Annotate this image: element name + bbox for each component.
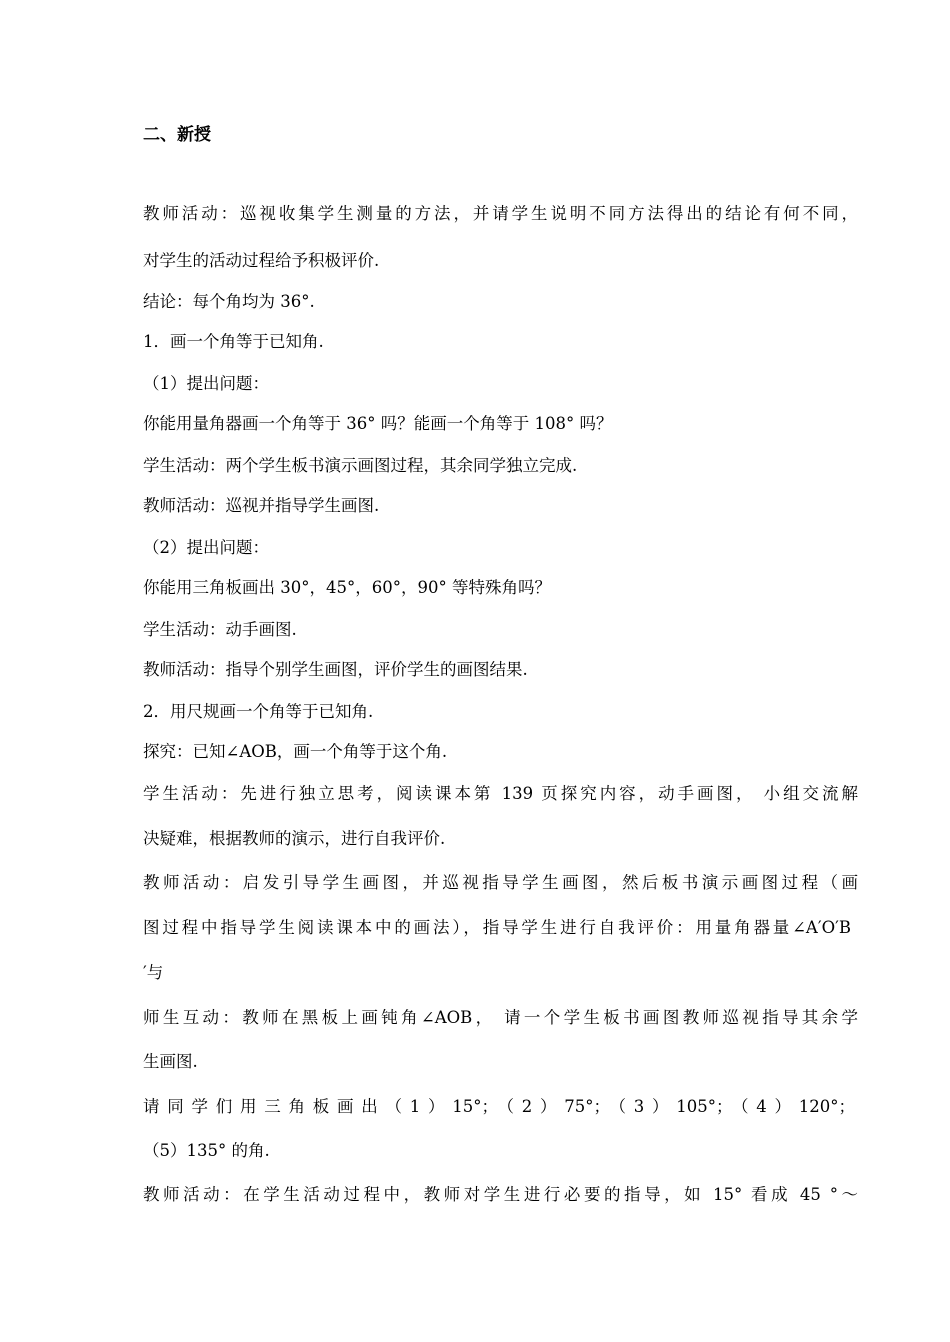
paragraph-line: （2）提出问题： <box>143 538 269 557</box>
paragraph-line: 对学生的活动过程给予积极评价. <box>143 251 380 270</box>
paragraph-line: 教师活动：启发引导学生画图，并巡视指导学生画图，然后板书演示画图过程（画 <box>143 873 858 892</box>
paragraph-line: 请同学们用三角板画出（1）15°；（2）75°；（3）105°；（4）120°； <box>143 1097 855 1116</box>
paragraph-line: 教师活动：巡视并指导学生画图. <box>143 496 380 515</box>
paragraph-line: 你能用量角器画一个角等于 36° 吗？能画一个角等于 108° 吗？ <box>143 414 613 433</box>
paragraph-line: 教师活动：在学生活动过程中，教师对学生进行必要的指导，如 15° 看成 45 °～ <box>143 1185 858 1204</box>
paragraph-line: 结论：每个角均为 36°. <box>143 292 315 311</box>
paragraph-line: 教师活动：指导个别学生画图，评价学生的画图结果. <box>143 660 528 679</box>
paragraph-line: 你能用三角板画出 30°，45°，60°，90° 等特殊角吗？ <box>143 578 551 597</box>
paragraph-line: 师生互动：教师在黑板上画钝角∠AOB， 请一个学生板书画图教师巡视指导其余学 <box>143 1008 858 1027</box>
paragraph-line: 决疑难，根据教师的演示，进行自我评价. <box>143 829 446 848</box>
paragraph-line: 1．画一个角等于已知角. <box>143 332 324 351</box>
paragraph-line: ′与 <box>143 963 164 982</box>
paragraph-line: （5）135° 的角. <box>143 1141 270 1160</box>
paragraph-line: 学生活动：动手画图. <box>143 620 297 639</box>
paragraph-line: 生画图. <box>143 1052 198 1071</box>
paragraph-line: 学生活动：两个学生板书演示画图过程，其余同学独立完成. <box>143 456 578 475</box>
paragraph-line: 探究：已知∠AOB，画一个角等于这个角. <box>143 742 448 761</box>
paragraph-line: 学生活动：先进行独立思考，阅读课本第 139 页探究内容，动手画图， 小组交流解 <box>143 784 858 803</box>
section-heading: 二、新授 <box>143 125 211 145</box>
paragraph-line: 图过程中指导学生阅读课本中的画法），指导学生进行自我评价：用量角器量∠A′O′B <box>143 918 851 937</box>
paragraph-line: （1）提出问题： <box>143 374 269 393</box>
paragraph-line: 2．用尺规画一个角等于已知角. <box>143 702 374 721</box>
paragraph-line: 教师活动：巡视收集学生测量的方法，并请学生说明不同方法得出的结论有何不同， <box>143 204 858 223</box>
